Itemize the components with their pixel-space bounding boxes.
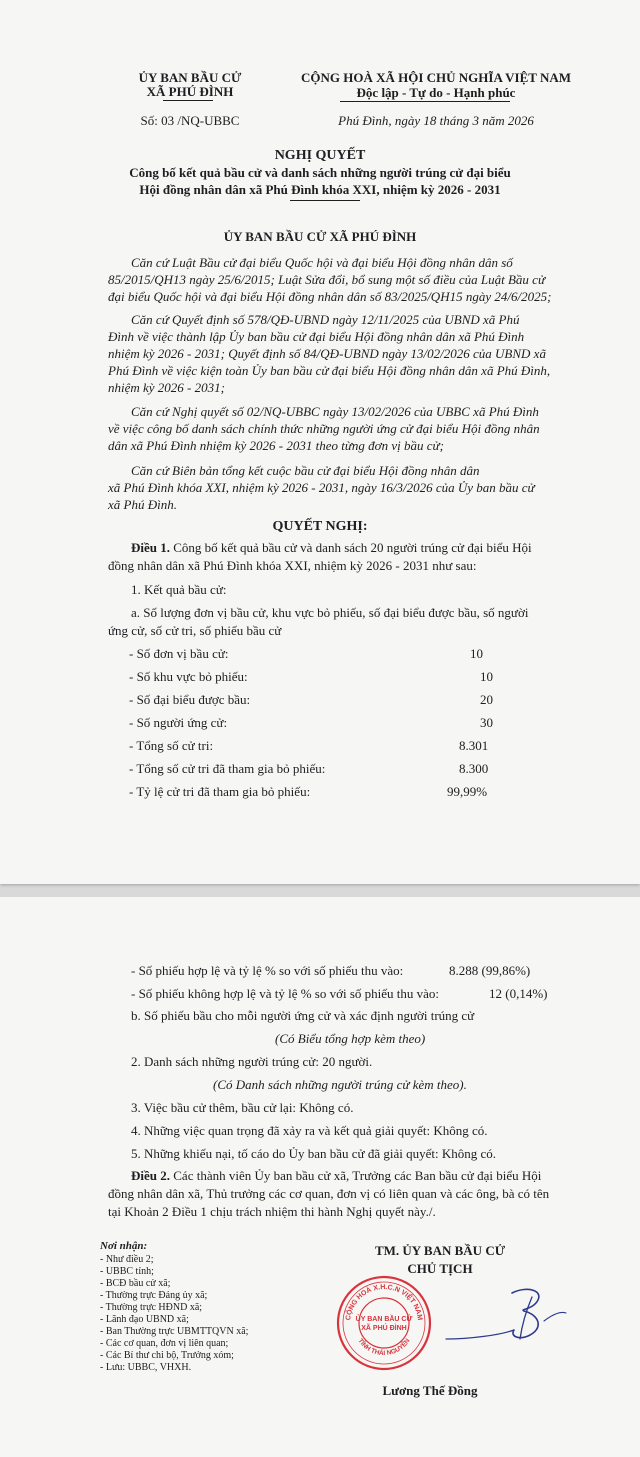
basis-2-line1: Căn cứ Quyết định số 578/QĐ-UBND ngày 12/11/2025 của UBND xã Phú xyxy=(131,312,520,327)
basis-2-line5: nhiệm kỳ 2026 - 2031; xyxy=(108,380,225,395)
invalid-ballots-value: 12 (0,14%) xyxy=(489,986,548,1001)
section-1-heading: 1. Kết quả bầu cử: xyxy=(131,582,227,597)
stamp-center-line1: ỦY BAN BẦU CỬ xyxy=(355,1316,413,1323)
article-2-line3: tại Khoản 2 Điều 1 chịu trách nhiệm thi hành Nghị quyết này./. xyxy=(108,1204,436,1219)
article-2-line1 xyxy=(131,1168,541,1184)
stat-label: - Tỷ lệ cử tri đã tham gia bỏ phiếu: xyxy=(129,784,311,799)
stat-value: 10 xyxy=(470,646,483,661)
recipient-item: - Thường trực HĐND xã; xyxy=(100,1302,203,1313)
issuer-heading: ỦY BAN BẦU CỬ XÃ PHÚ ĐÌNH xyxy=(223,229,417,244)
valid-ballots-label: - Số phiếu hợp lệ và tỷ lệ % so với số phiếu thu vào: xyxy=(131,963,404,978)
recipient-item: - BCĐ bầu cử xã; xyxy=(100,1278,171,1289)
svg-text:TỈNH THÁI NGUYÊN xyxy=(357,1337,412,1357)
recipient-item: - Ban Thường trực UBMTTQVN xã; xyxy=(100,1326,249,1337)
handwritten-signature xyxy=(440,1281,570,1361)
document-page-2 xyxy=(0,897,640,1457)
nation-title: CỘNG HOÀ XÃ HỘI CHỦ NGHĨA VIỆT NAM xyxy=(300,70,572,85)
recipient-item: - Lãnh đạo UBND xã; xyxy=(100,1314,189,1325)
article-1-line2: đồng nhân dân xã Phú Đình khóa XXI, nhiệm kỳ 2026 - 2031 như sau: xyxy=(108,558,477,573)
basis-4-line2: xã Phú Đình khóa XXI, nhiệm kỳ 2026 - 2031, ngày 16/3/2026 của Ủy ban bầu cử xyxy=(108,480,535,495)
basis-2-line3: nhiệm kỳ 2026 - 2031; Quyết định số 84/QĐ-UBND ngày 13/02/2026 của UBND xã xyxy=(108,346,546,361)
document-kind: NGHỊ QUYẾT xyxy=(274,148,366,163)
basis-4-line3: xã Phú Đình. xyxy=(108,497,177,512)
official-stamp-seal xyxy=(334,1273,434,1373)
document-title-line1: Công bố kết quả bầu cử và danh sách những người trúng cử đại biểu xyxy=(129,165,511,180)
stamp-bottom-text: TỈNH THÁI NGUYÊN xyxy=(356,1337,412,1358)
motto-underline xyxy=(340,101,510,102)
stat-label: - Số đại biểu được bầu: xyxy=(129,692,251,707)
stat-label: - Số người ứng cử: xyxy=(129,715,228,730)
recipient-item: - Các Bí thư chi bộ, Trưởng xóm; xyxy=(100,1350,234,1361)
section-2: 2. Danh sách những người trúng cử: 20 người. xyxy=(131,1054,373,1069)
place-date: Phú Đình, ngày 18 tháng 3 năm 2026 xyxy=(338,113,534,128)
sign-organization: TM. ỦY BAN BẦU CỬ xyxy=(374,1243,506,1258)
article-1-line1 xyxy=(131,540,532,556)
stat-value: 8.301 xyxy=(459,738,489,753)
invalid-ballots-label: - Số phiếu không hợp lệ và tỷ lệ % so với số phiếu thu vào: xyxy=(131,986,440,1001)
stat-value: 20 xyxy=(480,692,493,707)
org-name-line2: XÃ PHÚ ĐÌNH xyxy=(146,84,234,99)
recipient-item: - UBBC tỉnh; xyxy=(100,1266,154,1277)
basis-1-line3: đại biểu Quốc hội và đại biểu Hội đồng nhân dân số 83/2025/QH15 ngày 24/6/2025; xyxy=(108,289,552,304)
section-5: 5. Những khiếu nại, tố cáo do Ủy ban bầu cử đã giải quyết: Không có. xyxy=(131,1146,497,1161)
stat-label: - Số khu vực bỏ phiếu: xyxy=(129,669,248,684)
article-2-label: Điều 2. xyxy=(131,1168,170,1183)
valid-ballots-value: 8.288 (99,86%) xyxy=(449,963,531,978)
basis-1-line2: 85/2015/QH13 ngày 25/6/2015; Luật Sửa đổi, bổ sung một số điều của Luật Bầu cử xyxy=(108,272,546,287)
article-1-text: Công bố kết quả bầu cử và danh sách 20 người trúng cử đại biểu Hội xyxy=(170,540,532,555)
stat-value: 8.300 xyxy=(459,761,489,776)
sign-title: CHỦ TỊCH xyxy=(407,1261,473,1276)
recipient-item: - Như điều 2; xyxy=(100,1254,154,1265)
section-4: 4. Những việc quan trọng đã xảy ra và kết quả giải quyết: Không có. xyxy=(131,1123,488,1138)
basis-4-line1: Căn cứ Biên bản tổng kết cuộc bầu cử đại biểu Hội đồng nhân dân xyxy=(131,463,480,478)
document-title-line2: Hội đồng nhân dân xã Phú Đình khóa XXI, nhiệm kỳ 2026 - 2031 xyxy=(139,182,501,197)
article-2-text: Các thành viên Ủy ban bầu cử xã, Trưởng các Ban bầu cử đại biểu Hội xyxy=(170,1168,542,1183)
signer-name: Lương Thế Đồng xyxy=(382,1383,478,1398)
basis-2-line2: Đình về việc thành lập Ủy ban bầu cử đại biểu Hội đồng nhân dân xã Phú Đình xyxy=(108,329,525,344)
org-name-line1: ỦY BAN BẦU CỬ xyxy=(138,70,242,85)
stat-value: 99,99% xyxy=(447,784,488,799)
stat-value: 30 xyxy=(480,715,493,730)
recipient-item: - Thường trực Đảng ủy xã; xyxy=(100,1290,208,1301)
motto: Độc lập - Tự do - Hạnh phúc xyxy=(356,85,516,100)
stamp-center-line2: XÃ PHÚ ĐÌNH xyxy=(361,1325,407,1332)
decision-heading: QUYẾT NGHỊ: xyxy=(272,519,368,534)
article-2-line2: đồng nhân dân xã, Thủ trưởng các cơ quan, đơn vị có liên quan và các ông, bà có tên xyxy=(108,1186,550,1201)
basis-3-line2: về việc công bố danh sách chính thức những người ứng cử đại biểu Hội đồng nhân xyxy=(108,421,540,436)
recipients-title: Nơi nhận: xyxy=(100,1240,148,1252)
section-3: 3. Việc bầu cử thêm, bầu cử lại: Không có. xyxy=(131,1100,354,1115)
stamp-top-text: CỘNG HOÀ X.H.C.N VIỆT NAM xyxy=(345,1283,423,1321)
stat-label: - Tổng số cử tri đã tham gia bỏ phiếu: xyxy=(129,761,326,776)
basis-1-line1: Căn cứ Luật Bầu cử đại biểu Quốc hội và đại biểu Hội đồng nhân dân số xyxy=(131,255,513,270)
document-number: Số: 03 /NQ-UBBC xyxy=(140,113,240,128)
basis-3-line1: Căn cứ Nghị quyết số 02/NQ-UBBC ngày 13/02/2026 của UBBC xã Phú Đình xyxy=(131,404,539,419)
basis-3-line3: dân xã Phú Đình nhiệm kỳ 2026 - 2031 theo từng đơn vị bầu cử; xyxy=(108,438,444,453)
section-2-note: (Có Danh sách những người trúng cử kèm theo). xyxy=(213,1077,467,1092)
org-underline xyxy=(163,100,213,101)
title-underline xyxy=(290,200,360,201)
item-a-line1: a. Số lượng đơn vị bầu cử, khu vực bỏ phiếu, số đại biểu được bầu, số người xyxy=(131,605,529,620)
article-1-label: Điều 1. xyxy=(131,540,170,555)
item-b: b. Số phiếu bầu cho mỗi người ứng cử và xác định người trúng cử xyxy=(131,1008,475,1023)
recipient-item: - Lưu: UBBC, VHXH. xyxy=(100,1362,192,1373)
stat-value: 10 xyxy=(480,669,493,684)
stat-label: - Tổng số cử tri: xyxy=(129,738,214,753)
stat-label: - Số đơn vị bầu cử: xyxy=(129,646,229,661)
basis-2-line4: Phú Đình về việc kiện toàn Ủy ban bầu cử đại biểu Hội đồng nhân dân xã Phú Đình, xyxy=(108,363,551,378)
item-b-note: (Có Biểu tổng hợp kèm theo) xyxy=(275,1031,426,1046)
recipient-item: - Các cơ quan, đơn vị liên quan; xyxy=(100,1338,229,1349)
item-a-line2: ứng cử, số cử tri, số phiếu bầu cử xyxy=(108,623,282,638)
